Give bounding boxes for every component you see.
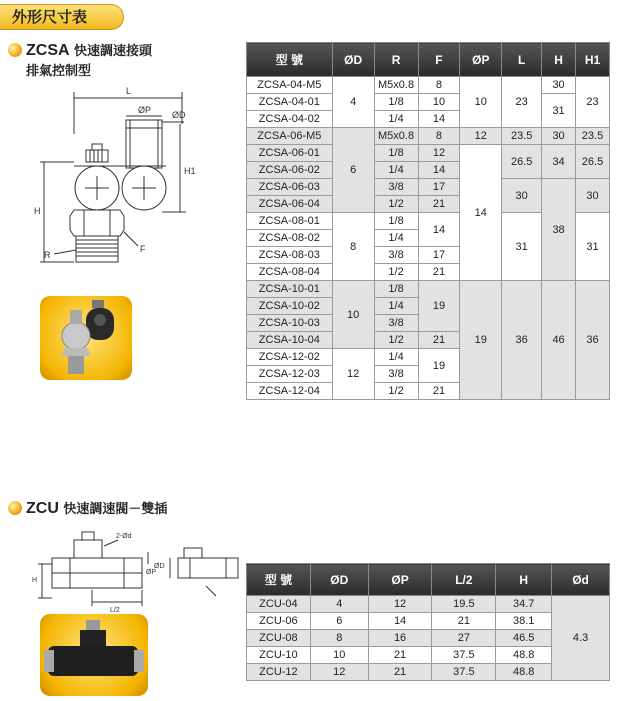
l-cell: 30 [502, 179, 542, 213]
model-cell: ZCSA-10-01 [247, 281, 333, 298]
zcsa-title-cn: 快速調速接頭 [74, 43, 153, 58]
h-cell: 34.7 [496, 596, 552, 613]
r-cell: 1/2 [374, 332, 418, 349]
l-cell: 26.5 [502, 145, 542, 179]
model-cell: ZCSA-08-02 [247, 230, 333, 247]
h1-cell: 23 [576, 77, 610, 128]
h1-cell: 23.5 [576, 128, 610, 145]
table-row [247, 179, 610, 196]
zcu-col-p: ØP [368, 564, 432, 596]
table-row [247, 281, 610, 298]
table-row [247, 128, 610, 145]
model-cell: ZCU-04 [247, 596, 311, 613]
bullet-icon [8, 501, 22, 515]
r-cell: 1/4 [374, 162, 418, 179]
model-cell: ZCSA-06-M5 [247, 128, 333, 145]
p-cell: 16 [368, 630, 432, 647]
p-cell: 21 [368, 647, 432, 664]
zcu-col-l2: L/2 [432, 564, 496, 596]
zcu-spec-table [246, 563, 610, 681]
zcu-title-cn: 快速調速閥－雙插 [63, 501, 168, 516]
model-cell: ZCU-06 [247, 613, 311, 630]
zcsa-spec-table [246, 42, 610, 400]
f-cell: 14 [418, 213, 460, 247]
h-cell: 46.5 [496, 630, 552, 647]
h-cell: 48.8 [496, 647, 552, 664]
f-cell: 14 [418, 162, 460, 179]
h-cell: 30 [542, 128, 576, 145]
p-cell: 10 [460, 77, 502, 128]
f-cell: 21 [418, 196, 460, 213]
table-row [247, 596, 610, 613]
d-cell: 12 [332, 349, 374, 400]
l2-cell: 27 [432, 630, 496, 647]
h1-cell: 26.5 [576, 145, 610, 179]
h-cell: 48.8 [496, 664, 552, 681]
r-cell: 3/8 [374, 366, 418, 383]
p-cell: 14 [368, 613, 432, 630]
l-cell: 23 [502, 77, 542, 128]
f-cell: 17 [418, 179, 460, 196]
f-cell: 19 [418, 349, 460, 383]
zcu-model-name: ZCU [26, 500, 59, 517]
f-cell: 21 [418, 332, 460, 349]
dim-label-d3: ØD [154, 563, 165, 570]
model-cell: ZCSA-04-M5 [247, 77, 333, 94]
r-cell: M5x0.8 [374, 77, 418, 94]
zcu-col-model: 型 號 [247, 564, 311, 596]
d-cell: 10 [310, 647, 368, 664]
model-cell: ZCSA-06-02 [247, 162, 333, 179]
dim-label-2d: 2-Ød [116, 533, 132, 540]
section-header-tab [0, 4, 124, 30]
zcsa-col-h1: H1 [576, 43, 610, 77]
f-cell: 21 [418, 264, 460, 281]
bullet-icon [8, 43, 22, 57]
model-cell: ZCSA-06-01 [247, 145, 333, 162]
r-cell: 3/8 [374, 247, 418, 264]
model-cell: ZCSA-08-01 [247, 213, 333, 230]
zcsa-title [26, 40, 152, 60]
zcsa-col-p: ØP [460, 43, 502, 77]
r-cell: M5x0.8 [374, 128, 418, 145]
r-cell: 1/4 [374, 349, 418, 366]
f-cell: 12 [418, 145, 460, 162]
p-cell: 19 [460, 281, 502, 400]
model-cell: ZCSA-04-02 [247, 111, 333, 128]
r-cell: 1/8 [374, 213, 418, 230]
p-cell: 21 [368, 664, 432, 681]
h-cell: 31 [542, 94, 576, 128]
zcsa-col-l: L [502, 43, 542, 77]
f-cell: 17 [418, 247, 460, 264]
zcsa-model-name: ZCSA [26, 42, 70, 59]
f-cell: 8 [418, 77, 460, 94]
f-cell: 8 [418, 128, 460, 145]
zcsa-header-row [247, 43, 610, 77]
h-cell: 46 [542, 281, 576, 400]
dim-label-d: ØD [172, 110, 186, 120]
h-cell: 38 [542, 179, 576, 281]
zcsa-product-photo [40, 296, 132, 380]
l2-cell: 19.5 [432, 596, 496, 613]
p-cell: 12 [460, 128, 502, 145]
r-cell: 1/2 [374, 196, 418, 213]
zcu-product-photo [40, 614, 148, 696]
model-cell: ZCU-08 [247, 630, 311, 647]
f-cell: 14 [418, 111, 460, 128]
model-cell: ZCU-12 [247, 664, 311, 681]
l-cell: 31 [502, 213, 542, 281]
l2-cell: 37.5 [432, 664, 496, 681]
dim-label-r: R [44, 250, 51, 260]
h1-cell: 36 [576, 281, 610, 400]
dim-label-h2: H [32, 577, 38, 584]
dim-label-l2: L/2 [110, 607, 120, 614]
dim-label-f: F [140, 244, 146, 254]
dim-label-l: L [126, 86, 132, 96]
h1-cell: 31 [576, 213, 610, 281]
table-row [247, 94, 610, 111]
model-cell: ZCSA-10-02 [247, 298, 333, 315]
l2-cell: 21 [432, 613, 496, 630]
table-row [247, 145, 610, 162]
r-cell: 1/4 [374, 298, 418, 315]
zcu-col-h: H [496, 564, 552, 596]
h-cell: 38.1 [496, 613, 552, 630]
d-cell: 10 [332, 281, 374, 349]
model-cell: ZCSA-06-03 [247, 179, 333, 196]
l-cell: 36 [502, 281, 542, 400]
d-cell: 8 [310, 630, 368, 647]
d-cell: 4 [310, 596, 368, 613]
d-cell: 6 [332, 128, 374, 213]
p-cell: 14 [460, 145, 502, 281]
model-cell: ZCSA-10-04 [247, 332, 333, 349]
zcu-header-row [247, 564, 610, 596]
model-cell: ZCSA-08-04 [247, 264, 333, 281]
dim-label-h: H [34, 206, 41, 216]
d-cell: 6 [310, 613, 368, 630]
model-cell: ZCSA-04-01 [247, 94, 333, 111]
zcsa-col-r: R [374, 43, 418, 77]
model-cell: ZCU-10 [247, 647, 311, 664]
dim-label-p: ØP [138, 105, 152, 115]
zcsa-col-d: ØD [332, 43, 374, 77]
r-cell: 3/8 [374, 315, 418, 332]
f-cell: 19 [418, 281, 460, 332]
dsmall-cell: 4.3 [552, 596, 610, 681]
zcu-drawing [30, 524, 250, 614]
zcu-col-d: ØD [310, 564, 368, 596]
dim-label-p2: ØP [146, 569, 157, 576]
r-cell: 1/4 [374, 111, 418, 128]
zcsa-col-h: H [542, 43, 576, 77]
model-cell: ZCSA-12-04 [247, 383, 333, 400]
header-title: 外形尺寸表 [12, 9, 88, 26]
f-cell: 10 [418, 94, 460, 111]
zcsa-col-model: 型 號 [247, 43, 333, 77]
f-cell: 21 [418, 383, 460, 400]
dim-label-h1: H1 [184, 166, 196, 176]
model-cell: ZCSA-08-03 [247, 247, 333, 264]
r-cell: 1/4 [374, 230, 418, 247]
r-cell: 1/2 [374, 264, 418, 281]
r-cell: 1/8 [374, 94, 418, 111]
model-cell: ZCSA-12-02 [247, 349, 333, 366]
l-cell: 23.5 [502, 128, 542, 145]
zcsa-drawing [34, 84, 204, 274]
zcu-title [26, 498, 167, 518]
table-row [247, 77, 610, 94]
zcsa-col-f: F [418, 43, 460, 77]
r-cell: 3/8 [374, 179, 418, 196]
h1-cell: 30 [576, 179, 610, 213]
model-cell: ZCSA-12-03 [247, 366, 333, 383]
d-cell: 8 [332, 213, 374, 281]
l2-cell: 37.5 [432, 647, 496, 664]
model-cell: ZCSA-10-03 [247, 315, 333, 332]
zcu-col-dsmall: Ød [552, 564, 610, 596]
model-cell: ZCSA-06-04 [247, 196, 333, 213]
zcsa-subtitle: 排氣控制型 [26, 63, 92, 78]
r-cell: 1/8 [374, 145, 418, 162]
p-cell: 12 [368, 596, 432, 613]
h-cell: 30 [542, 77, 576, 94]
d-cell: 4 [332, 77, 374, 128]
d-cell: 12 [310, 664, 368, 681]
r-cell: 1/8 [374, 281, 418, 298]
h-cell: 34 [542, 145, 576, 179]
r-cell: 1/2 [374, 383, 418, 400]
